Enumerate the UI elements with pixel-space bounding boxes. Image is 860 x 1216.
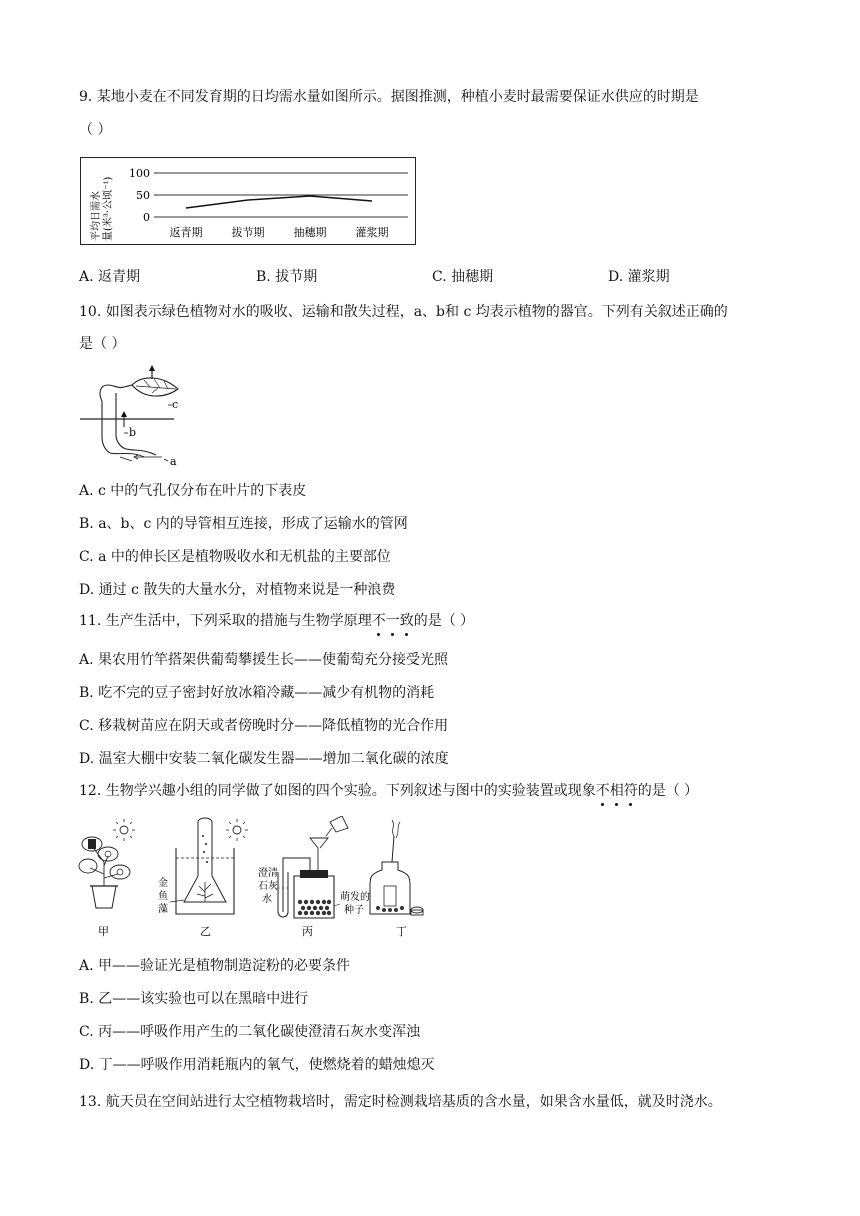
q10-stem-line2: 是（ ） xyxy=(79,336,126,352)
q11-emphasis-char: 不 xyxy=(371,613,386,629)
q12-option-d[interactable]: D. 丁——呼吸作用消耗瓶内的氧气，使燃烧着的蜡烛熄灭 xyxy=(79,1057,435,1073)
q11-option-c[interactable]: C. 移栽树苗应在阴天或者傍晚时分——降低植物的光合作用 xyxy=(79,718,449,734)
experiment-jia-plant xyxy=(79,819,135,908)
q10-option-d[interactable]: D. 通过 c 散失的大量水分，对植物来说是一种浪费 xyxy=(79,582,396,598)
q9-chart-tick-100: 100 xyxy=(129,167,150,180)
goldfish-algae-label-1: 金 xyxy=(158,878,168,889)
q12-stem xyxy=(79,781,698,801)
q9-chart-xlabel-chousui: 抽穗期 xyxy=(293,226,327,239)
q10-option-b[interactable]: B. a、b、c 内的导管相互连接，形成了运输水的管网 xyxy=(79,516,408,532)
q11-option-b[interactable]: B. 吃不完的豆子密封好放冰箱冷藏——减少有机物的消耗 xyxy=(79,685,435,701)
limewater-label-3: 石 xyxy=(258,881,268,892)
q10-option-c[interactable]: C. a 中的伸长区是植物吸收水和无机盐的主要部位 xyxy=(79,549,391,565)
q9-chart-tick-0: 0 xyxy=(143,211,150,224)
q12-stem-prefix: 12. 生物学兴趣小组的同学做了如图的四个实验。下列叙述与图中的实验装置或现象 xyxy=(79,783,596,799)
q9-option-c[interactable]: C. 抽穗期 xyxy=(432,269,494,285)
sprouting-seeds-label-2: 种子 xyxy=(344,905,364,916)
q11-emphasis-char: 一 xyxy=(385,613,400,629)
q9-chart-xlabel-guanjiang: 灌浆期 xyxy=(355,226,389,239)
q10-option-a[interactable]: A. c 中的气孔仅分布在叶片的下表皮 xyxy=(79,483,307,499)
q12-emphasis-char: 符 xyxy=(623,783,638,799)
q9-chart-tick-50: 50 xyxy=(136,189,150,202)
experiment-yi-label: 乙 xyxy=(200,925,211,938)
q13-stem: 13. 航天员在空间站进行太空植物栽培时，需定时检测栽培基质的含水量，如果含水量低，就及时浇水。 xyxy=(79,1094,722,1110)
q12-stem-suffix: 的是（ ） xyxy=(637,783,699,799)
experiment-ding-apparatus xyxy=(370,820,423,915)
q10-label-c: c xyxy=(172,398,179,411)
experiment-yi-apparatus xyxy=(170,818,248,914)
q12-experiments-figure xyxy=(78,816,428,940)
limewater-label-2: 清 xyxy=(268,868,278,879)
q9-chart-ylabel-1: 平均日需水 xyxy=(91,191,102,241)
q12-emphasis-char: 不 xyxy=(595,783,610,799)
q9-chart-ylabel-2: 量(米³·公顷⁻¹) xyxy=(103,176,114,241)
experiment-bing-apparatus xyxy=(278,816,348,918)
q9-option-d[interactable]: D. 灌浆期 xyxy=(608,269,670,285)
q12-option-b[interactable]: B. 乙——该实验也可以在黑暗中进行 xyxy=(79,991,309,1007)
q9-water-demand-chart xyxy=(80,157,416,245)
q12-option-c[interactable]: C. 丙——呼吸作用产生的二氧化碳使澄清石灰水变浑浊 xyxy=(79,1024,421,1040)
q10-stem-line1: 10. 如图表示绿色植物对水的吸收、运输和散失过程，a、b和 c 均表示植物的器官。下列有关叙述正确的 xyxy=(79,304,728,320)
q9-option-a[interactable]: A. 返青期 xyxy=(79,269,141,285)
q10-label-a: a xyxy=(170,455,177,468)
limewater-label-4: 灰 xyxy=(268,881,278,892)
limewater-label-5: 水 xyxy=(262,894,272,905)
q9-chart-xlabel-bajie: 拔节期 xyxy=(231,226,265,239)
q11-stem xyxy=(79,611,474,631)
q11-emphasis-char: 致 xyxy=(399,613,414,629)
q9-answer-bracket: （ ） xyxy=(79,122,112,138)
q9-chart-series-line xyxy=(186,196,372,208)
q9-chart-xlabel-fanqing: 返青期 xyxy=(169,226,203,239)
q10-plant-water-figure xyxy=(80,365,190,469)
q11-stem-suffix: 的是（ ） xyxy=(413,613,475,629)
q12-option-a[interactable]: A. 甲——验证光是植物制造淀粉的必要条件 xyxy=(79,958,351,974)
experiment-ding-label: 丁 xyxy=(396,925,407,938)
q12-emphasis-char: 相 xyxy=(609,783,624,799)
experiment-bing-label: 丙 xyxy=(302,925,313,938)
goldfish-algae-label-2: 鱼 xyxy=(158,891,168,902)
q11-stem-prefix: 11. 生产生活中，下列采取的措施与生物学原理 xyxy=(79,613,372,629)
goldfish-algae-label-3: 藻 xyxy=(158,904,168,915)
q9-option-b[interactable]: B. 拔节期 xyxy=(256,269,318,285)
q9-stem: 9. 某地小麦在不同发育期的日均需水量如图所示。据图推测，种植小麦时最需要保证水供应的时期是 xyxy=(79,89,699,105)
sprouting-seeds-label-1: 萌发的 xyxy=(340,892,370,903)
q11-option-a[interactable]: A. 果农用竹竿搭架供葡萄攀援生长——使葡萄充分接受光照 xyxy=(79,652,449,668)
experiment-jia-label: 甲 xyxy=(98,925,109,938)
limewater-label-1: 澄 xyxy=(258,868,268,879)
q11-option-d[interactable]: D. 温室大棚中安装二氧化碳发生器——增加二氧化碳的浓度 xyxy=(79,751,449,767)
q10-label-b: b xyxy=(129,426,137,439)
